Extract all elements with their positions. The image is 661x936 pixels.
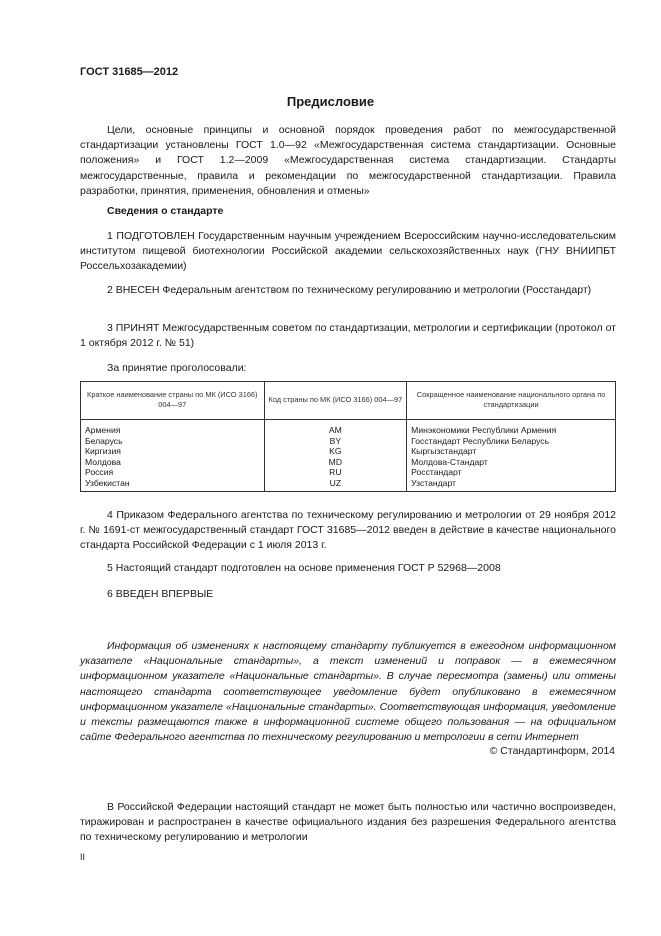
code-cell: RU [264,467,407,478]
table-row [81,436,616,447]
item-adopted: 3 ПРИНЯТ Межгосударственным советом по стандартизации, метрологии и сертификации (протокол от 1 октября 2012 г. № 51) [80,322,616,350]
info-heading: Сведения о стандарте [107,205,224,217]
code-cell: MD [264,457,407,468]
intro-paragraph: Цели, основные принципы и основной порядок проведения работ по межгосударственной стандартизации установлены ГОСТ 1.0—92 «Межгосударственная система стандартизации. Основные положения» и ГОСТ 1.2—2009 «Межгосударственная система стандартизации. Стандарты межгосударственные, правила и рекомендации по межгосударственной стандартизации. Правила разработки, принятия, применения, обновления и отмены» [80,124,616,197]
country-cell: Россия [81,467,265,478]
header-code: Код страны по МК (ИСО 3166) 004—97 [264,382,407,420]
country-cell: Армения [81,420,265,436]
country-cell: Узбекистан [81,478,265,491]
header-body: Сокращенное наименование национального органа по стандартизации [407,382,616,420]
code-cell: KG [264,446,407,457]
table-row [81,457,616,468]
body-cell: Молдова-Стандарт [407,457,616,468]
code-cell: AM [264,420,407,436]
header-country: Краткое наименование страны по МК (ИСО 3166) 004—97 [81,382,265,420]
country-cell: Молдова [81,457,265,468]
country-cell: Киргизия [81,446,265,457]
code-cell: UZ [264,478,407,491]
country-cell: Беларусь [81,436,265,447]
body-cell: Минэкономики Республики Армения [407,420,616,436]
votes-label: За принятие проголосовали: [107,362,247,374]
votes-table [80,381,616,492]
table-header-row [81,382,616,420]
item-introduced: 6 ВВЕДЕН ВПЕРВЫЕ [107,588,214,600]
body-cell: Росстандарт [407,467,616,478]
item-prepared: 1 ПОДГОТОВЛЕН Государственным научным учреждением Всероссийским научно-исследовательским институтом пищевой биотехнологии Российской академии сельскохозяйственных наук (ГНУ ВНИИПБТ Россельхозакадемии) [80,230,616,273]
table-row [81,420,616,436]
legal-notice: В Российской Федерации настоящий стандарт не может быть полностью или частично воспроизведен, тиражирован и распространен в качестве официального издания без разрешения Федерального агентства по техническому регулированию и метрологии [80,801,616,844]
table-row [81,446,616,457]
notice-paragraph: Информация об изменениях к настоящему стандарту публикуется в ежегодном информационном указателе «Национальные стандарты», а текст изменений и поправок — в ежемесячном информационном указателе «Национальные стандарты». В случае пересмотра (замены) или отмены настоящего стандарта соответствующее уведомление будет опубликовано в ежемесячном информационном указателе «Национальные стандарты». Соответствующая информация, уведомление и тексты размещаются также в информационной системе общего пользования — на официальном сайте Федерального агентства по техническому регулированию и метрологии в сети Интернет [80,640,616,744]
document-header: ГОСТ 31685—2012 [80,66,179,78]
body-cell: Госстандарт Республики Беларусь [407,436,616,447]
table-row [81,478,616,491]
body-cell: Узстандарт [407,478,616,491]
page-title: Предисловие [286,94,375,109]
item-basis: 5 Настоящий стандарт подготовлен на основе применения ГОСТ Р 52968—2008 [107,562,501,574]
table-row [81,467,616,478]
item-submitted: 2 ВНЕСЕН Федеральным агентством по техническому регулированию и метрологии (Росстандарт) [107,284,592,296]
copyright: © Стандартинформ, 2014 [489,745,615,757]
item-enacted: 4 Приказом Федерального агентства по техническому регулированию и метрологии от 29 ноября 2012 г. № 1691-ст межгосударственный стандарт ГОСТ 31685—2012 введен в действие в качестве национального стандарта Российской Федерации с 1 июля 2013 г. [80,509,616,552]
code-cell: BY [264,436,407,447]
body-cell: Кыргызстандарт [407,446,616,457]
page-number: II [80,852,86,862]
